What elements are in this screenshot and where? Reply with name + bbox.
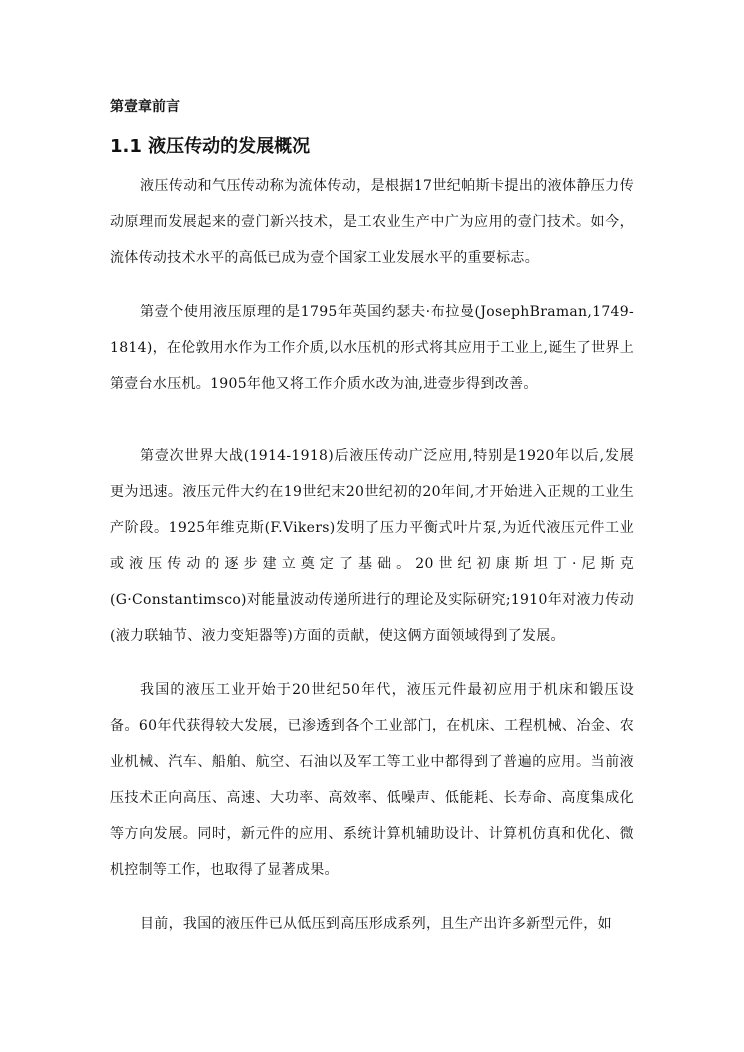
paragraph-5: 目前，我国的液压件已从低压到高压形成系列，且生产出许多新型元件，如 (140, 916, 612, 932)
section-heading: 1.1 液压传动的发展概况 (110, 136, 311, 157)
chapter-heading: 第壹章前言 (110, 99, 180, 115)
paragraph-3: 第壹次世界大战(1914-1918)后液压传动广泛应用,特别是1920年以后,发展更为迅速。液压元件大约在19世纪末20世纪初的20年间,才开始进入正规的工业生产阶段。1925年维克斯(F.Vikers)发明了压力平衡式叶片泵,为近代液压元件工业或液压传动的逐步建立奠定了基础。20世纪初康斯坦丁·尼斯克(G·Constantimsco)对能量波动传递所进行的理论及实际研究;1910年对液力传动(液力联轴节、液力变矩器等)方面的贡献，使这俩方面领域得到了发展。 (110, 448, 634, 644)
paragraph-4: 我国的液压工业开始于20世纪50年代，液压元件最初应用于机床和锻压设备。60年代获得较大发展，已渗透到各个工业部门，在机床、工程机械、冶金、农业机械、汽车、船舶、航空、石油以及军工等工业中都得到了普遍的应用。当前液压技术正向高压、高速、大功率、高效率、低噪声、低能耗、长寿命、高度集成化等方向发展。同时，新元件的应用、系统计算机辅助设计、计算机仿真和优化、微机控制等工作，也取得了显著成果。 (110, 682, 634, 878)
paragraph-1: 液压传动和气压传动称为流体传动，是根据17世纪帕斯卡提出的液体静压力传动原理而发展起来的壹门新兴技术，是工农业生产中广为应用的壹门技术。如今，流体传动技术水平的高低已成为壹个国家工业发展水平的重要标志。 (110, 178, 634, 266)
paragraph-2: 第壹个使用液压原理的是1795年英国约瑟夫·布拉曼(JosephBraman,1749-1814)，在伦敦用水作为工作介质,以水压机的形式将其应用于工业上,诞生了世界上第壹台水压机。1905年他又将工作介质水改为油,进壹步得到改善。 (110, 304, 634, 392)
